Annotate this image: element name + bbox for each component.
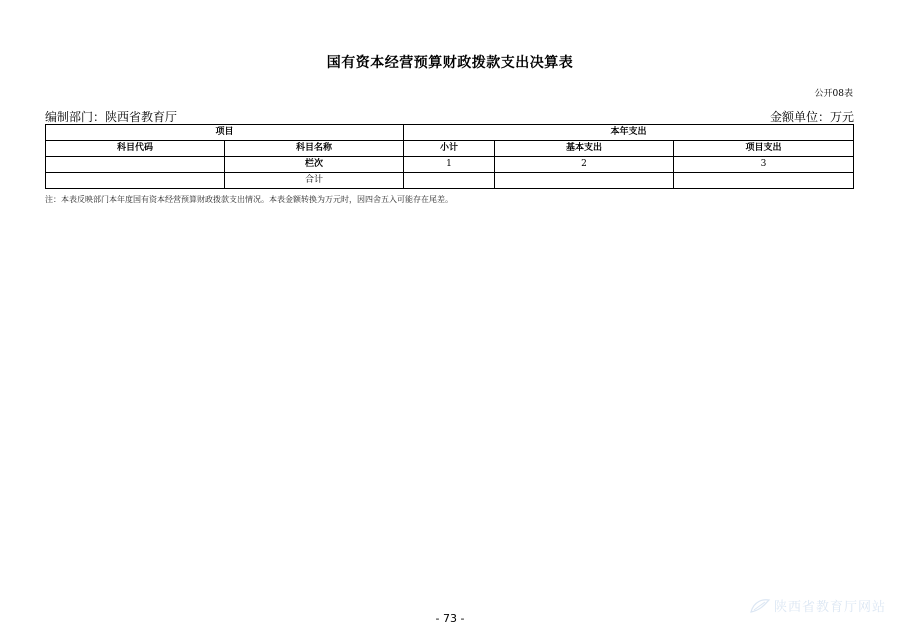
- index-label: 栏次: [225, 157, 404, 173]
- col-project-expense: 项目支出: [674, 141, 854, 157]
- table-note: 注：本表反映部门本年度国有资本经营预算财政拨款支出情况。本表金额转换为万元时，因四舍五入可能存在尾差。: [45, 195, 453, 204]
- index-row: [46, 157, 854, 173]
- unit-label: 金额单位：万元: [769, 110, 854, 124]
- header-current-year: 本年支出: [404, 125, 854, 141]
- index-value-3: 3: [674, 157, 854, 173]
- col-basic-expense: 基本支出: [495, 141, 674, 157]
- page-title: 国有资本经营预算财政拨款支出决算表: [326, 55, 574, 71]
- page-number: - 73 -: [435, 612, 465, 625]
- form-number: 公开08表: [814, 89, 853, 99]
- total-basic: [495, 173, 674, 189]
- index-value-1: 1: [404, 157, 495, 173]
- col-subject-name: 科目名称: [225, 141, 404, 157]
- total-subtotal: [404, 173, 495, 189]
- total-label: 合计: [225, 173, 404, 189]
- column-header-row: [46, 141, 854, 157]
- index-empty-cell: [46, 157, 225, 173]
- report-table: [45, 124, 854, 189]
- group-header-row: [46, 125, 854, 141]
- index-value-2: 2: [495, 157, 674, 173]
- dept-label: 编制部门：陕西省教育厅: [45, 110, 178, 124]
- watermark: [749, 596, 886, 615]
- total-row: [46, 173, 854, 189]
- header-item: 项目: [46, 125, 404, 141]
- leaf-logo-icon: [749, 597, 771, 615]
- total-project: [674, 173, 854, 189]
- watermark-text: 陕西省教育厅网站: [773, 600, 886, 615]
- col-subtotal: 小计: [404, 141, 495, 157]
- col-subject-code: 科目代码: [46, 141, 225, 157]
- total-empty-cell: [46, 173, 225, 189]
